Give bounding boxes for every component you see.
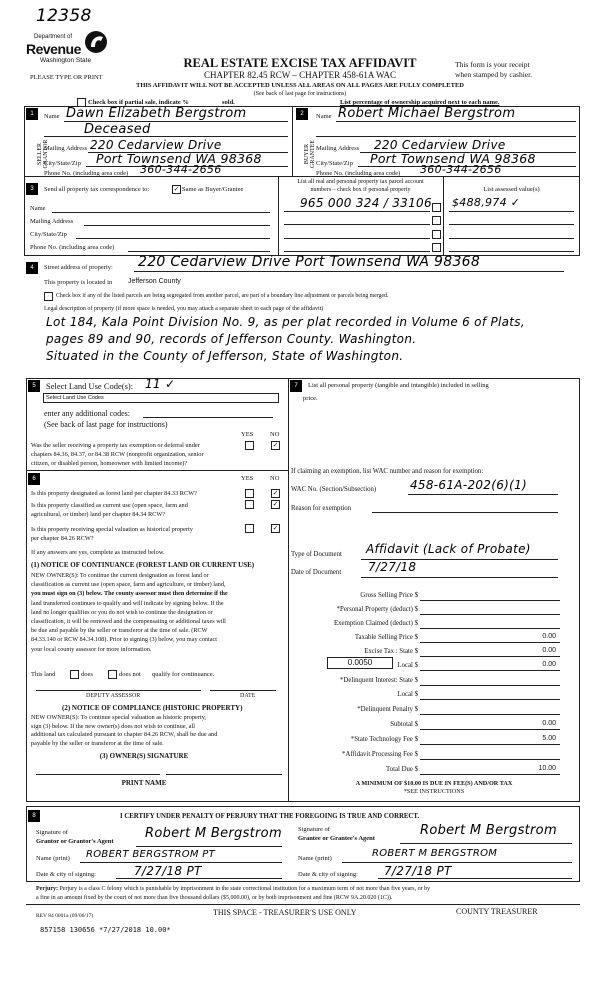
- additional-codes-field[interactable]: [143, 417, 273, 418]
- calc-label: *Delinquent Penalty $: [357, 706, 418, 713]
- does-label: does: [81, 671, 93, 678]
- calc-label: *State Technology Fee $: [350, 736, 418, 743]
- personal-property-checkbox[interactable]: [432, 243, 441, 252]
- seller-mailing-address[interactable]: 220 Cedarview Drive: [90, 138, 222, 152]
- grantor-signature[interactable]: Robert M Bergstrom: [145, 826, 282, 841]
- calc-label: Subtotal $: [390, 721, 418, 728]
- reason-label: Reason for exemption: [291, 505, 352, 512]
- no-header: NO: [270, 475, 280, 482]
- wac-label: WAC No. (Section/Subsection): [291, 486, 377, 493]
- calc-label: Gross Selling Price $: [360, 592, 418, 599]
- buyer-phone-label: Phone No. (including area code): [316, 170, 401, 177]
- parcel-header-1: List all real and personal property tax parcel account: [297, 179, 424, 185]
- buyer-mailing-address[interactable]: 220 Cedarview Drive: [374, 138, 506, 152]
- forest-no-checkbox[interactable]: ✓: [272, 489, 279, 497]
- calc-field-line[interactable]: [420, 642, 560, 643]
- seller-city-state-zip[interactable]: Port Townsend WA 98368: [96, 151, 262, 166]
- section-5-number: 5: [28, 380, 40, 392]
- legal-description-line[interactable]: Situated in the County of Jefferson, State of Washington.: [46, 349, 404, 363]
- section-6-number: 6: [28, 473, 40, 485]
- notice-compliance-text: NEW OWNER(S): To continue special valuation as historic property, sign (3) below. If the new owner(s) does not wish to continue, all additional tax calculated pursuant to chapter 84.26 RCW, shall be due and payable by the seller or transferor at the time of sale.: [31, 714, 218, 747]
- land-use-label: Select Land Use Code(s):: [46, 381, 134, 391]
- assessor-date-line[interactable]: [210, 690, 276, 691]
- calc-field-line[interactable]: [420, 656, 560, 657]
- calc-field-line[interactable]: [420, 759, 560, 760]
- wac-number[interactable]: 458-61A-202(6)(1): [410, 478, 528, 492]
- calc-label: Excise Tax : State $: [364, 648, 418, 655]
- qualify-label: qualify for continuance.: [152, 671, 215, 678]
- ownership-note: List percentage of ownership acquired next to each name.: [340, 99, 500, 106]
- buyer-name[interactable]: Robert Michael Bergstrom: [338, 106, 516, 121]
- owner-signature-label: (3) OWNER(S) SIGNATURE: [99, 752, 189, 760]
- calc-label: Exemption Claimed (deduct) $: [334, 620, 418, 627]
- calc-label: Local $: [397, 662, 418, 669]
- calc-field-line[interactable]: [420, 685, 560, 686]
- this-land-label: This land: [31, 671, 56, 678]
- print-name-label: PRINT NAME: [121, 779, 167, 787]
- exemption-no-checkbox[interactable]: ✓: [272, 441, 279, 449]
- seller-mailing-label: Mailing Address: [44, 145, 88, 152]
- calc-field-line[interactable]: [420, 670, 560, 671]
- property-street-address[interactable]: 220 Cedarview Drive Port Townsend WA 98368: [138, 254, 481, 270]
- send-correspondence-label: Send all property tax correspondence to:: [44, 186, 150, 193]
- personal-property-label-2: price.: [303, 395, 318, 402]
- buyer-phone[interactable]: 360-344-2656: [420, 163, 502, 176]
- does-not-qualify-checkbox[interactable]: [108, 670, 117, 679]
- grantor-agent-label: Grantor or Grantor's Agent: [36, 838, 114, 845]
- located-in-label: This property is located in: [44, 279, 113, 286]
- calc-value: 0.00: [542, 647, 556, 654]
- dor-swirl-icon: [84, 30, 108, 54]
- see-instructions-note: *SEE INSTRUCTIONS: [403, 788, 465, 795]
- calc-field-line[interactable]: [420, 729, 560, 730]
- parcel-header-2: numbers – check box if personal property: [310, 187, 411, 193]
- grantor-name-label: Name (print): [36, 855, 70, 862]
- logo-state: Washington State: [40, 57, 92, 64]
- parcel-number[interactable]: 965 000 324 / 33106: [300, 196, 432, 210]
- s3-mailing-label: Mailing Address: [30, 218, 74, 225]
- calc-value: 0.00: [542, 720, 556, 727]
- certify-statement: I CERTIFY UNDER PENALTY OF PERJURY THAT THE FOREGOING IS TRUE AND CORRECT.: [120, 813, 420, 820]
- calc-label: *Delinquent Interest: State $: [340, 677, 418, 684]
- current-use-no-checkbox[interactable]: ✓: [272, 500, 279, 508]
- calc-label: Local $: [397, 691, 418, 698]
- notice-continuance-title: (1) NOTICE OF CONTINUANCE (FOREST LAND OR CURRENT USE): [31, 561, 255, 569]
- seller-name-2[interactable]: Deceased: [84, 122, 151, 137]
- notice-compliance-title: (2) NOTICE OF COMPLIANCE (HISTORIC PROPERTY): [62, 704, 243, 712]
- segregated-label: Check box if any of the listed parcels are being segregated from another parcel, are part of a boundary line adjustment or parcels being merged.: [56, 293, 389, 299]
- reason-field[interactable]: [372, 512, 558, 513]
- calc-label: *Personal Property (deduct) $: [336, 606, 418, 613]
- date-label: DATE: [240, 693, 256, 699]
- deputy-assessor-label: DEPUTY ASSESSOR: [86, 693, 141, 699]
- calc-field-line[interactable]: [420, 628, 560, 629]
- see-back-note: (See back of last page for instructions): [253, 91, 347, 97]
- current-use-yes-checkbox[interactable]: [245, 500, 254, 509]
- does-qualify-checkbox[interactable]: [70, 670, 79, 679]
- s3-city-field[interactable]: [76, 238, 270, 239]
- forest-yes-checkbox[interactable]: [245, 489, 254, 498]
- receipt-note-1: This form is your receipt: [455, 60, 530, 69]
- personal-property-label: List all personal property (tangible and intangible) included in selling: [308, 382, 489, 389]
- section-3-number: 3: [26, 183, 38, 195]
- grantor-date-city[interactable]: 7/27/18 PT: [134, 864, 202, 878]
- personal-property-checkbox[interactable]: [432, 230, 441, 239]
- buyer-city-label: City/State/Zip: [316, 160, 353, 167]
- land-use-see-back: (See back of last page for instructions): [44, 420, 168, 429]
- additional-codes-label: enter any additional codes:: [44, 409, 130, 418]
- calc-value: 0.00: [542, 661, 556, 668]
- calc-field-line[interactable]: [420, 614, 560, 615]
- treasurer-use-label: THIS SPACE - TREASURER'S USE ONLY: [213, 908, 357, 917]
- local-rate-box: 0.0050: [327, 657, 393, 669]
- seller-city-label: City/State/Zip: [44, 160, 81, 167]
- grantee-print-name[interactable]: ROBERT M BERGSTROM: [372, 848, 498, 859]
- assessed-header: List assessed value(s): [483, 186, 540, 193]
- owner-signature-line[interactable]: [36, 774, 160, 775]
- no-header: NO: [270, 431, 280, 438]
- grantee-agent-label: Grantee or Grantee's Agent: [298, 835, 375, 842]
- perjury-notice-2: a fine in an amount fixed by the court of not more than five thousand dollars ($5,000.00), or by both imprisonment and fine (RCW 9A.20.020 (1C)).: [36, 895, 393, 901]
- exemption-question: Was the seller receiving a property tax exemption or deferral under chapters 84.36, 84.37, or 84.38 RCW (nonprofit organization, senior citizen, or disabled person, homeowner with limited income)?: [31, 442, 204, 467]
- calc-field-line[interactable]: [420, 714, 560, 715]
- receipt-note-2: when stamped by cashier.: [455, 70, 533, 79]
- calc-value: 0.00: [542, 633, 556, 640]
- section-8-number: 8: [28, 810, 40, 822]
- current-use-question: Is this property classified as current use (open space, farm and agricultural, or timber) land per chapter 84.34 RCW?: [31, 502, 188, 518]
- grantee-signature[interactable]: Robert M Bergstrom: [420, 823, 557, 838]
- section-2-number: 2: [296, 108, 308, 120]
- section-4-number: 4: [26, 262, 38, 274]
- logo-dept: Department of: [34, 34, 73, 40]
- grantor-print-name[interactable]: ROBERT BERGSTROM PT: [86, 849, 216, 860]
- doc-date-label: Date of Document: [291, 569, 342, 576]
- seller-name-label: Name: [44, 113, 60, 120]
- segregated-checkbox[interactable]: [44, 292, 53, 301]
- county-value: Jefferson County: [128, 278, 181, 285]
- seller-phone-label: Phone No. (including area code): [44, 170, 129, 177]
- forest-land-question: Is this property designated as forest land per chapter 84.33 RCW?: [31, 490, 197, 497]
- yes-header: YES: [241, 431, 254, 438]
- logo-name: Revenue: [26, 41, 81, 57]
- personal-property-checkbox[interactable]: [432, 216, 441, 225]
- calc-label: *Affidavit Processing Fee $: [342, 751, 418, 758]
- form-subtitle: CHAPTER 82.45 RCW – CHAPTER 458-61A WAC: [204, 70, 396, 80]
- calc-label: Total Due $: [386, 766, 418, 773]
- grantee-sig-label: Signature of: [298, 826, 330, 833]
- buyer-side-label: BUYER GRANTEE: [304, 140, 316, 168]
- cashier-stamp: 857158 130656 *7/27/2018 10.00*: [40, 926, 171, 934]
- perjury-notice: Perjury: Perjury is a class C felony which is punishable by imprisonment in the state correctional institution for a maximum term of not more than five years, or by: [36, 886, 431, 892]
- document-date[interactable]: 7/27/18: [368, 560, 417, 574]
- minimum-due-note: A MINIMUM OF $10.00 IS DUE IN FEE(S) AND/OR TAX: [355, 780, 513, 787]
- s3-phone-label: Phone No. (including area code): [30, 244, 115, 251]
- seller-name[interactable]: Dawn Elizabeth Bergstrom: [66, 106, 247, 121]
- grantee-date-city[interactable]: 7/27/18 PT: [384, 864, 452, 878]
- please-type: PLEASE TYPE OR PRINT: [30, 74, 103, 81]
- calc-value: 10.00: [538, 765, 556, 772]
- partial-sale-sold: sold.: [222, 99, 235, 106]
- s3-name-label: Name: [30, 205, 46, 212]
- form-revision: REV 84 0001a (09/06/17): [36, 913, 94, 919]
- exemption-claim-label: If claiming an exemption, list WAC number and reason for exemption:: [291, 468, 484, 475]
- calc-value: 5.00: [542, 735, 556, 742]
- document-type[interactable]: Affidavit (Lack of Probate): [366, 542, 531, 556]
- doc-type-label: Type of Document: [291, 551, 342, 558]
- same-as-buyer-checkbox[interactable]: ✓: [173, 185, 180, 193]
- warning-text: THIS AFFIDAVIT WILL NOT BE ACCEPTED UNLESS ALL AREAS ON ALL PAGES ARE FULLY COMPLETED: [136, 82, 464, 89]
- form-title: REAL ESTATE EXCISE TAX AFFIDAVIT: [183, 56, 417, 70]
- legal-description-line[interactable]: Lot 184, Kala Point Division No. 9, as per plat recorded in Volume 6 of Plats,: [46, 315, 525, 329]
- exemption-yes-checkbox[interactable]: [245, 441, 254, 450]
- historic-question: Is this property receiving special valuation as historical property per chapter 84.26 RCW?: [31, 526, 193, 542]
- section-7-number: 7: [290, 380, 302, 392]
- notice-continuance-text: NEW OWNER(S): To continue the current designation as forest land or classification as current use (open space, farm and agriculture, or timber) land, you must sign on (3) below. The county assessor must then determine if the land transferred continues to qualify and will indicate by signing below. If the land no longer qualifies or you do not wish to continue the designation or classification, it will be removed and the compensating or additional taxes will be due and payable by the seller or transferor at the time of sale. (RCW 84.33.140 or RCW 84.34.108). Prior to signing (3) below, you may contact your local county assessor for more information.: [31, 572, 228, 653]
- street-address-label: Street address of property:: [44, 264, 113, 271]
- grantee-name-label: Name (print): [298, 855, 332, 862]
- buyer-name-label: Name: [316, 113, 332, 120]
- s3-name-field[interactable]: [52, 212, 270, 213]
- historic-no-checkbox[interactable]: ✓: [272, 524, 279, 532]
- seller-phone[interactable]: 360-344-2656: [140, 163, 222, 176]
- partial-sale-label: Check box if partial sale, indicate %: [88, 99, 189, 106]
- yes-header: YES: [241, 475, 254, 482]
- s3-city-label: City/State/Zip: [30, 231, 67, 238]
- grantor-sig-label: Signature of: [36, 829, 68, 836]
- if-yes-note: If any answers are yes, complete as instructed below.: [31, 549, 165, 556]
- grantor-date-label: Date & city of signing:: [36, 871, 96, 878]
- handwritten-file-number: 12358: [36, 6, 92, 26]
- buyer-city-state-zip[interactable]: Port Townsend WA 98368: [370, 151, 536, 166]
- calc-label: Taxable Selling Price $: [354, 634, 418, 641]
- same-as-buyer-label: Same as Buyer/Grantee: [182, 186, 244, 193]
- s3-mailing-field[interactable]: [84, 225, 270, 226]
- seller-side-label: SELLER GRANTOR: [37, 139, 49, 169]
- calc-field-line[interactable]: [420, 744, 560, 745]
- historic-yes-checkbox[interactable]: [245, 524, 254, 533]
- legal-description-label: Legal description of property (if more space is needed, you may attach a separate sheet to each page of the affidavit): [44, 306, 324, 312]
- land-use-select[interactable]: Select Land Use Codes: [43, 393, 279, 403]
- land-use-value[interactable]: 11 ✓: [145, 377, 176, 391]
- assessed-value[interactable]: $488,974 ✓: [452, 196, 521, 209]
- calc-field-line[interactable]: [420, 600, 560, 601]
- county-treasurer-label: COUNTY TREASURER: [456, 907, 538, 916]
- personal-property-checkbox[interactable]: [432, 203, 441, 212]
- buyer-mailing-label: Mailing Address: [316, 145, 360, 152]
- calc-field-line[interactable]: [420, 774, 560, 775]
- s3-phone-field[interactable]: [128, 251, 270, 252]
- deputy-assessor-signature-line[interactable]: [36, 690, 201, 691]
- calc-field-line[interactable]: [420, 699, 560, 700]
- does-not-label: does not: [119, 671, 141, 678]
- grantee-date-label: Date & city of signing:: [298, 871, 358, 878]
- legal-description-line[interactable]: pages 89 and 90, records of Jefferson County. Washington.: [46, 332, 417, 346]
- section-1-number: 1: [26, 108, 38, 120]
